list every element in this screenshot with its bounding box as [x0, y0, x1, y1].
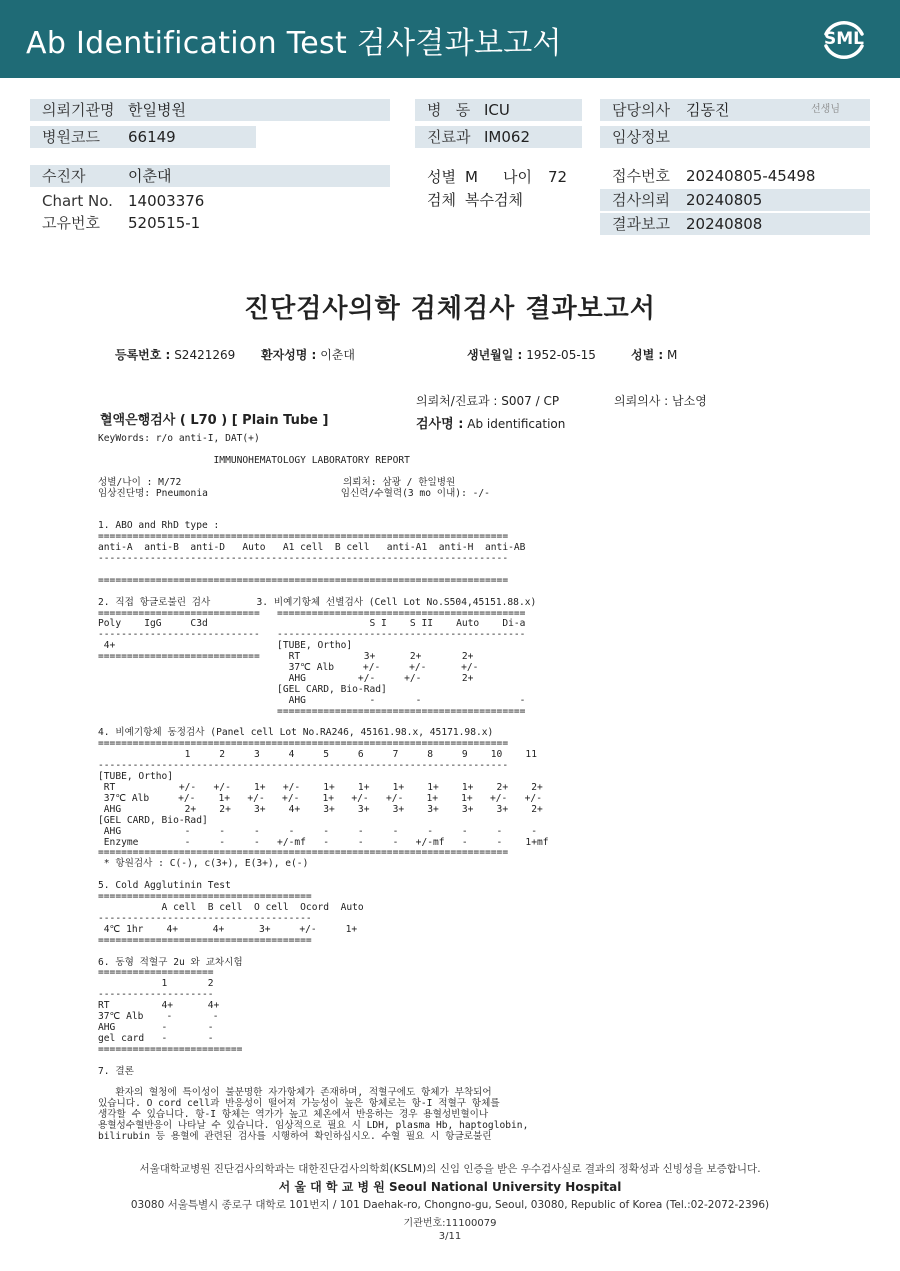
reg-no-value: S2421269 — [174, 348, 236, 362]
req-date-label: 검사의뢰 — [612, 191, 670, 209]
uid-field — [30, 212, 390, 234]
specimen-value: 복수검체 — [465, 191, 523, 209]
age-value: 72 — [548, 168, 568, 186]
request-org-field — [30, 99, 390, 121]
doc-sex-value: M — [667, 348, 678, 362]
receipt-label: 접수번호 — [612, 167, 670, 185]
header-bar — [0, 0, 900, 78]
name-line — [261, 346, 355, 363]
report-title: Ab Identification Test 검사결과보고서 — [26, 26, 562, 61]
ward-label: 병 동 — [427, 101, 471, 119]
test-name-value: Ab identification — [467, 417, 566, 431]
age-label: 나이 — [503, 168, 532, 186]
hospital-code-label: 병원코드 — [42, 128, 100, 146]
req-date-value: 20240805 — [686, 191, 763, 209]
report-date-value: 20240808 — [686, 215, 763, 233]
req-date-field — [600, 189, 870, 211]
doctor-field — [600, 99, 870, 121]
dob-line — [467, 346, 596, 363]
doctor-label: 담당의사 — [612, 101, 670, 119]
page-number: 3/11 — [438, 1231, 462, 1242]
report-date-label: 결과보고 — [612, 215, 670, 233]
cert-line: 서울대학교병원 진단검사의학과는 대한진단검사의학회(KSLM)의 신임 인증을 받은 우수검사실로 결과의 정확성과 신빙성을 보증합니다. — [139, 1163, 761, 1175]
request-org-value: 한일병원 — [128, 101, 186, 119]
dept-label: 진료과 — [427, 128, 471, 146]
request-org-label: 의뢰기관명 — [42, 101, 115, 119]
chart-field — [30, 190, 390, 212]
dob-label: 생년월일 : — [467, 348, 523, 362]
patient-field — [30, 165, 390, 187]
doc-sex-line — [631, 346, 677, 363]
report-date-field — [600, 213, 870, 235]
uid-label: 고유번호 — [42, 214, 100, 232]
hospital-code-value: 66149 — [128, 128, 176, 146]
ward-field — [415, 99, 582, 121]
dept-field — [415, 126, 582, 148]
sex-label: 성별 — [427, 168, 456, 186]
document-title: 진단검사의학 검체검사 결과보고서 — [244, 294, 656, 324]
logo-text: SML — [824, 29, 864, 49]
sml-logo — [818, 14, 870, 66]
chart-value: 14003376 — [128, 192, 205, 210]
section-title: 혈액은행검사 ( L70 ) [ Plain Tube ] — [100, 413, 329, 428]
name-label: 환자성명 : — [261, 348, 317, 362]
test-name-label: 검사명 : — [416, 417, 464, 432]
receipt-field — [600, 165, 870, 187]
dob-value: 1952-05-15 — [526, 348, 596, 362]
doc-sex-label: 성별 : — [631, 348, 664, 362]
org-no: 기관번호:11100079 — [403, 1218, 497, 1229]
address-line: 03080 서울특별시 종로구 대학로 101번지 / 101 Daehak-ro, Chongno-gu, Seoul, 03080, Republic of Korea (Tel.:02-2072-2396) — [130, 1199, 770, 1211]
dept-line: 의뢰처/진료과 : S007 / CP — [416, 394, 560, 408]
doctor-suffix: 선생님 — [811, 104, 840, 115]
requester-line: 의뢰의사 : 남소영 — [614, 394, 707, 408]
patient-value: 이춘대 — [128, 167, 172, 185]
report-body: KeyWords: r/o anti-I, DAT(+) IMMUNOHEMATOLOGY LABORATORY REPORT 성별/나이 : M/72 의뢰처: 삼광 / 한일병원 임상진단명: Pneumonia 임신력/수혈력(3 mo 이내): -/- 1. ABO and RhD type : ======================================================================= anti-A anti-B anti-D Auto A1 cell B cell anti-A1 anti-H anti-AB ----------------------------------------------------------------------- ======================================================================= 2. 직접 항글로불린 검사 3. 비예기항체 선별검사 (Cell Lot No.S504,45151.88.x) ============================ =========================================== Poly IgG C3d S I S II Auto Di-a ---------------------------- ------------------------------------------- 4+ [TUBE, Ortho] ============================ RT 3+ 2+ 2+ 37℃ Alb +/- +/- +/- AHG +/- +/- 2+ [GEL CARD, Bio-Rad] AHG - - - =========================================== 4. 비예기항체 동정검사 (Panel cell Lot No.RA246, 45161.98.x, 45171.98.x) ======================================================================= 1 2 3 4 5 6 7 8 9 10 11 ----------------------------------------------------------------------- [TUBE, Ortho] RT +/- +/- 1+ +/- 1+ 1+ 1+ 1+ 1+ 2+ 2+ 37℃ Alb +/- 1+ +/- +/- 1+ +/- +/- 1+ 1+ +/- +/- AHG 2+ 2+ 3+ 4+ 3+ 3+ 3+ 3+ 3+ 3+ 2+ [GEL CARD, Bio-Rad] AHG - - - - - - - - - - - Enzyme - - - +/-mf - - - +/-mf - - 1+mf ======================================================================= * 항원검사 : C(-), c(3+), E(3+), e(-) 5. Cold Agglutinin Test ===================================== A cell B cell O cell Ocord Auto ------------------------------------- 4℃ 1hr 4+ 4+ 3+ +/- 1+ ===================================== 6. 동형 적혈구 2u 와 교차시험 ==================== 1 2 -------------------- RT 4+ 4+ 37℃ Alb - - AHG - - gel card - - ========================= 7. 결론 환자의 혈청에 특이성이 불분명한 자가항체가 존재하며, 적혈구에도 항체가 부착되어 있습니다. O cord cell과 반응성이 떨어져 가능성이 높은 항체로는 항-I 적혈구 항체를 생각할 수 있습니다. 항-I 항체는 역가가 높고 체온에서 반응하는 경우 용혈성빈혈이나 용혈성수혈반응이 나타날 수 있습니다. 임상적으로 필요 시 LDH, plasma Hb, haptoglobin, bilirubin 등 용혈에 관련된 검사를 시행하여 확인하십시오. 수혈 필요 시 항글로불린 — [98, 433, 549, 1142]
doctor-value: 김동진 — [686, 101, 730, 119]
hospital-code-field — [30, 126, 256, 148]
clinical-field — [600, 126, 870, 148]
test-name-line — [416, 413, 565, 432]
chart-label: Chart No. — [42, 192, 113, 210]
reg-no-label: 등록번호 : — [115, 348, 171, 362]
receipt-value: 20240805-45498 — [686, 167, 816, 185]
clinical-label: 임상정보 — [612, 128, 670, 146]
hospital-name: 서 울 대 학 교 병 원 Seoul National University Hospital — [278, 1180, 622, 1194]
patient-label: 수진자 — [42, 167, 86, 185]
uid-value: 520515-1 — [128, 214, 201, 232]
dept-value: IM062 — [484, 128, 530, 146]
sex-value: M — [465, 168, 478, 186]
name-value: 이춘대 — [320, 348, 355, 362]
specimen-label: 검체 — [427, 191, 456, 209]
ward-value: ICU — [484, 101, 510, 119]
reg-no-line — [115, 346, 235, 363]
